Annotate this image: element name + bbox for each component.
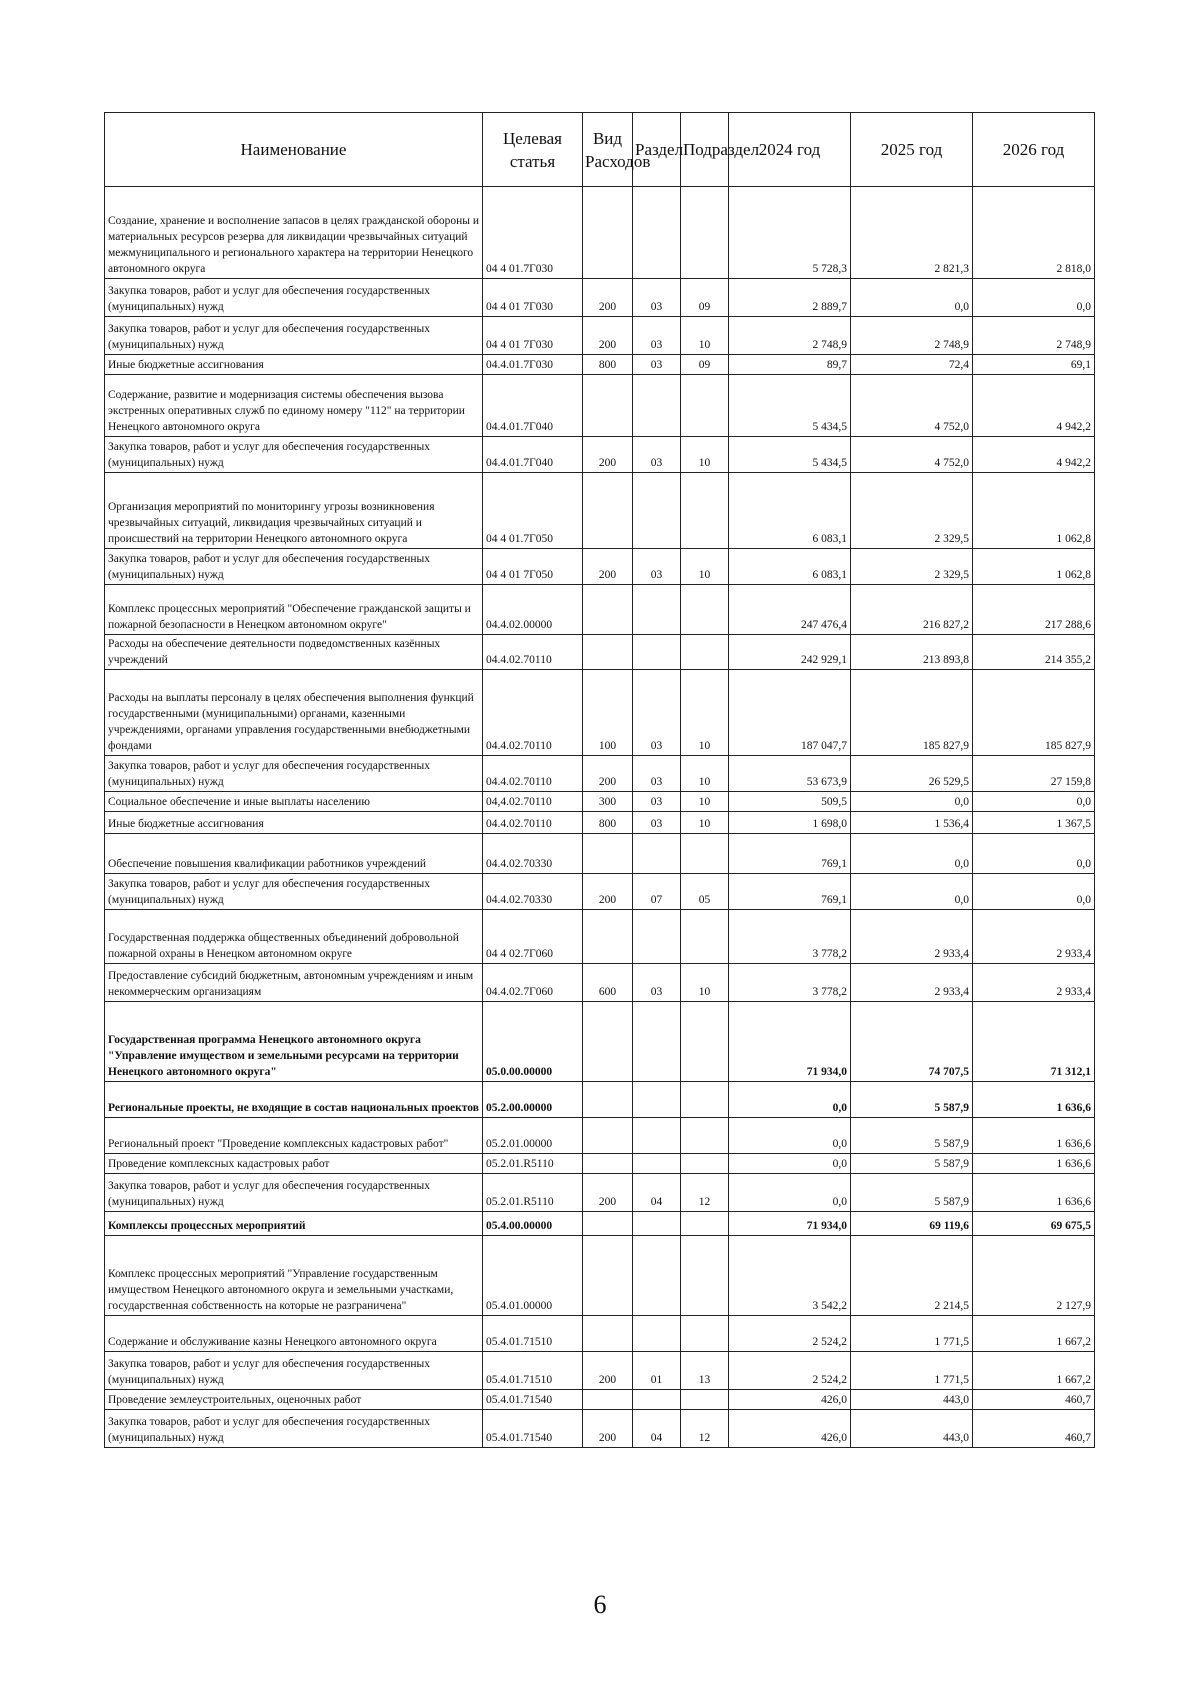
row-2024-cell: 5 728,3 [729, 187, 851, 279]
row-article-cell: 04.4.02.70330 [483, 834, 583, 874]
row-2025-cell: 443,0 [851, 1410, 973, 1448]
row-section-cell [633, 910, 681, 964]
row-article-cell: 04.4.02.70110 [483, 812, 583, 834]
row-article-cell: 05.2.01.00000 [483, 1118, 583, 1154]
row-subsection-cell [681, 1118, 729, 1154]
row-2024-cell: 247 476,4 [729, 585, 851, 635]
row-2026-cell: 1 636,6 [973, 1082, 1095, 1118]
row-type-cell [583, 473, 633, 549]
row-name-cell: Закупка товаров, работ и услуг для обеспечения государственных (муниципальных) нужд [105, 1410, 483, 1448]
row-subsection-cell: 05 [681, 874, 729, 910]
row-type-cell [583, 187, 633, 279]
row-type-cell: 800 [583, 355, 633, 375]
row-2024-cell: 3 778,2 [729, 910, 851, 964]
row-type-cell [583, 1118, 633, 1154]
row-subsection-cell [681, 1316, 729, 1352]
row-name-cell: Закупка товаров, работ и услуг для обеспечения государственных (муниципальных) нужд [105, 549, 483, 585]
row-subsection-cell: 13 [681, 1352, 729, 1390]
row-2025-cell: 2 329,5 [851, 473, 973, 549]
row-section-cell: 03 [633, 317, 681, 355]
row-2026-cell: 1 636,6 [973, 1154, 1095, 1174]
table-row [105, 375, 1095, 437]
row-article-cell: 04 4 01.7Г050 [483, 473, 583, 549]
row-type-cell [583, 585, 633, 635]
row-type-cell [583, 1212, 633, 1236]
row-2024-cell: 426,0 [729, 1410, 851, 1448]
row-subsection-cell: 09 [681, 355, 729, 375]
row-name-cell: Содержание и обслуживание казны Ненецкого автономного округа [105, 1316, 483, 1352]
row-2026-cell: 1 062,8 [973, 549, 1095, 585]
row-2026-cell: 71 312,1 [973, 1002, 1095, 1082]
table-row [105, 1002, 1095, 1082]
row-2025-cell: 4 752,0 [851, 437, 973, 473]
table-row [105, 910, 1095, 964]
row-name-cell: Закупка товаров, работ и услуг для обеспечения государственных (муниципальных) нужд [105, 437, 483, 473]
row-2025-cell: 0,0 [851, 874, 973, 910]
page-number: 6 [593, 1590, 607, 1619]
row-section-cell: 03 [633, 670, 681, 756]
row-section-cell [633, 1118, 681, 1154]
row-article-cell: 05.2.01.R5110 [483, 1174, 583, 1212]
row-article-cell: 05.4.01.71540 [483, 1410, 583, 1448]
row-subsection-cell: 10 [681, 549, 729, 585]
row-name-cell: Иные бюджетные ассигнования [105, 812, 483, 834]
row-article-cell: 05.4.01.71510 [483, 1316, 583, 1352]
row-article-cell: 05.4.01.71540 [483, 1390, 583, 1410]
row-section-cell: 03 [633, 812, 681, 834]
row-section-cell [633, 375, 681, 437]
row-2025-cell: 213 893,8 [851, 635, 973, 670]
row-section-cell [633, 473, 681, 549]
row-article-cell: 04.4.01.7Г040 [483, 437, 583, 473]
row-type-cell [583, 910, 633, 964]
table-row [105, 317, 1095, 355]
row-section-cell: 04 [633, 1410, 681, 1448]
row-2025-cell: 2 329,5 [851, 549, 973, 585]
row-2025-cell: 5 587,9 [851, 1118, 973, 1154]
row-type-cell: 200 [583, 317, 633, 355]
row-2025-cell: 5 587,9 [851, 1082, 973, 1118]
row-type-cell [583, 1390, 633, 1410]
row-section-cell: 04 [633, 1174, 681, 1212]
table-row [105, 1082, 1095, 1118]
row-article-cell: 05.0.00.00000 [483, 1002, 583, 1082]
row-type-cell [583, 1082, 633, 1118]
row-2026-cell: 2 933,4 [973, 910, 1095, 964]
row-name-cell: Обеспечение повышения квалификации работников учреждений [105, 834, 483, 874]
row-2024-cell: 0,0 [729, 1082, 851, 1118]
row-article-cell: 04.4.02.70330 [483, 874, 583, 910]
table-row [105, 1236, 1095, 1316]
row-2025-cell: 185 827,9 [851, 670, 973, 756]
row-subsection-cell: 10 [681, 792, 729, 812]
table-row [105, 670, 1095, 756]
row-subsection-cell [681, 187, 729, 279]
header-year-2024: 2024 год [729, 113, 851, 187]
row-2024-cell: 242 929,1 [729, 635, 851, 670]
row-type-cell: 200 [583, 549, 633, 585]
row-2024-cell: 0,0 [729, 1174, 851, 1212]
row-section-cell [633, 1002, 681, 1082]
row-2024-cell: 71 934,0 [729, 1002, 851, 1082]
row-name-cell: Закупка товаров, работ и услуг для обеспечения государственных (муниципальных) нужд [105, 1174, 483, 1212]
table-body [105, 187, 1095, 1448]
row-name-cell: Закупка товаров, работ и услуг для обеспечения государственных (муниципальных) нужд [105, 279, 483, 317]
row-type-cell [583, 1002, 633, 1082]
row-2025-cell: 0,0 [851, 834, 973, 874]
row-subsection-cell: 10 [681, 437, 729, 473]
row-2026-cell: 2 748,9 [973, 317, 1095, 355]
row-2026-cell: 2 933,4 [973, 964, 1095, 1002]
row-2026-cell: 1 062,8 [973, 473, 1095, 549]
table-row [105, 1352, 1095, 1390]
row-article-cell: 04.4.01.7Г030 [483, 355, 583, 375]
row-subsection-cell [681, 1082, 729, 1118]
row-subsection-cell: 10 [681, 756, 729, 792]
table-row [105, 792, 1095, 812]
row-article-cell: 04.4.02.70110 [483, 670, 583, 756]
row-name-cell: Организация мероприятий по мониторингу угрозы возникновения чрезвычайных ситуаций, ликвидация чрезвычайных ситуаций и происшествий на территории Ненецкого автономного округа [105, 473, 483, 549]
row-type-cell: 200 [583, 1410, 633, 1448]
row-section-cell: 03 [633, 964, 681, 1002]
row-type-cell [583, 375, 633, 437]
row-type-cell: 800 [583, 812, 633, 834]
header-subsection: Подраздел [681, 113, 729, 187]
row-subsection-cell: 12 [681, 1174, 729, 1212]
row-section-cell [633, 187, 681, 279]
row-2026-cell: 460,7 [973, 1410, 1095, 1448]
row-name-cell: Содержание, развитие и модернизация системы обеспечения вызова экстренных оперативных служб по единому номеру "112" на территории Ненецкого автономного округа [105, 375, 483, 437]
row-section-cell [633, 1082, 681, 1118]
table-row [105, 355, 1095, 375]
table-row [105, 1316, 1095, 1352]
row-article-cell: 04 4 02.7Г060 [483, 910, 583, 964]
row-name-cell: Проведение комплексных кадастровых работ [105, 1154, 483, 1174]
row-section-cell [633, 635, 681, 670]
row-2025-cell: 1 771,5 [851, 1316, 973, 1352]
row-2024-cell: 769,1 [729, 874, 851, 910]
row-2024-cell: 187 047,7 [729, 670, 851, 756]
row-type-cell: 600 [583, 964, 633, 1002]
row-2025-cell: 72,4 [851, 355, 973, 375]
row-2024-cell: 6 083,1 [729, 549, 851, 585]
row-2025-cell: 5 587,9 [851, 1174, 973, 1212]
row-article-cell: 05.2.01.R5110 [483, 1154, 583, 1174]
row-type-cell [583, 1154, 633, 1174]
row-2026-cell: 1 667,2 [973, 1352, 1095, 1390]
row-article-cell: 05.4.01.00000 [483, 1236, 583, 1316]
row-2026-cell: 0,0 [973, 279, 1095, 317]
table-row [105, 1390, 1095, 1410]
row-article-cell: 04.4.01.7Г040 [483, 375, 583, 437]
row-subsection-cell [681, 1154, 729, 1174]
row-type-cell: 300 [583, 792, 633, 812]
row-name-cell: Иные бюджетные ассигнования [105, 355, 483, 375]
row-2025-cell: 1 536,4 [851, 812, 973, 834]
row-2025-cell: 74 707,5 [851, 1002, 973, 1082]
row-name-cell: Закупка товаров, работ и услуг для обеспечения государственных (муниципальных) нужд [105, 874, 483, 910]
row-2026-cell: 27 159,8 [973, 756, 1095, 792]
table-row [105, 964, 1095, 1002]
row-2026-cell: 1 636,6 [973, 1174, 1095, 1212]
row-subsection-cell [681, 1390, 729, 1410]
row-2025-cell: 2 933,4 [851, 910, 973, 964]
row-2024-cell: 71 934,0 [729, 1212, 851, 1236]
row-type-cell: 200 [583, 279, 633, 317]
row-section-cell [633, 1316, 681, 1352]
row-2026-cell: 69 675,5 [973, 1212, 1095, 1236]
row-name-cell: Расходы на обеспечение деятельности подведомственных казённых учреждений [105, 635, 483, 670]
row-section-cell [633, 1390, 681, 1410]
row-2025-cell: 2 214,5 [851, 1236, 973, 1316]
header-article: Целевая статья [483, 113, 583, 187]
row-type-cell: 200 [583, 1352, 633, 1390]
row-2024-cell: 5 434,5 [729, 375, 851, 437]
table-row [105, 437, 1095, 473]
row-name-cell: Региональные проекты, не входящие в состав национальных проектов [105, 1082, 483, 1118]
row-2026-cell: 2 818,0 [973, 187, 1095, 279]
table-row [105, 1212, 1095, 1236]
row-type-cell: 200 [583, 874, 633, 910]
row-article-cell: 04 4 01 7Г030 [483, 279, 583, 317]
row-subsection-cell: 10 [681, 317, 729, 355]
row-type-cell [583, 834, 633, 874]
row-article-cell: 04 4 01 7Г050 [483, 549, 583, 585]
row-section-cell: 03 [633, 437, 681, 473]
row-2024-cell: 2 748,9 [729, 317, 851, 355]
header-name: Наименование [105, 113, 483, 187]
table-row [105, 1154, 1095, 1174]
row-2026-cell: 0,0 [973, 792, 1095, 812]
row-2024-cell: 2 524,2 [729, 1352, 851, 1390]
row-2024-cell: 53 673,9 [729, 756, 851, 792]
row-subsection-cell [681, 1236, 729, 1316]
row-2026-cell: 1 667,2 [973, 1316, 1095, 1352]
row-name-cell: Создание, хранение и восполнение запасов в целях гражданской обороны и материальных ресурсов резерва для ликвидации чрезвычайных ситуаций межмуниципального и регионального характера на территории Ненецкого автономного округа [105, 187, 483, 279]
row-2025-cell: 5 587,9 [851, 1154, 973, 1174]
row-name-cell: Проведение землеустроительных, оценочных работ [105, 1390, 483, 1410]
table-row [105, 834, 1095, 874]
row-article-cell: 04.4.02.70110 [483, 635, 583, 670]
row-name-cell: Комплексы процессных мероприятий [105, 1212, 483, 1236]
table-row [105, 549, 1095, 585]
row-name-cell: Региональный проект "Проведение комплексных кадастровых работ" [105, 1118, 483, 1154]
table-row [105, 585, 1095, 635]
row-article-cell: 05.2.00.00000 [483, 1082, 583, 1118]
row-section-cell: 01 [633, 1352, 681, 1390]
row-name-cell: Государственная поддержка общественных объединений добровольной пожарной охраны в Ненецком автономном округе [105, 910, 483, 964]
table-row [105, 1410, 1095, 1448]
row-2024-cell: 5 434,5 [729, 437, 851, 473]
header-year-2025: 2025 год [851, 113, 973, 187]
row-2024-cell: 3 542,2 [729, 1236, 851, 1316]
row-subsection-cell: 10 [681, 812, 729, 834]
row-section-cell [633, 1236, 681, 1316]
row-type-cell [583, 1236, 633, 1316]
row-subsection-cell [681, 1002, 729, 1082]
row-2026-cell: 217 288,6 [973, 585, 1095, 635]
row-2026-cell: 185 827,9 [973, 670, 1095, 756]
table-row [105, 756, 1095, 792]
row-2026-cell: 214 355,2 [973, 635, 1095, 670]
row-section-cell: 03 [633, 549, 681, 585]
row-subsection-cell [681, 585, 729, 635]
row-section-cell: 03 [633, 792, 681, 812]
row-article-cell: 04 4 01.7Г030 [483, 187, 583, 279]
row-2024-cell: 509,5 [729, 792, 851, 812]
row-name-cell: Закупка товаров, работ и услуг для обеспечения государственных (муниципальных) нужд [105, 756, 483, 792]
row-subsection-cell [681, 473, 729, 549]
row-2024-cell: 0,0 [729, 1118, 851, 1154]
row-name-cell: Закупка товаров, работ и услуг для обеспечения государственных (муниципальных) нужд [105, 1352, 483, 1390]
table-row [105, 874, 1095, 910]
row-subsection-cell [681, 834, 729, 874]
row-name-cell: Закупка товаров, работ и услуг для обеспечения государственных (муниципальных) нужд [105, 317, 483, 355]
row-2024-cell: 0,0 [729, 1154, 851, 1174]
row-2024-cell: 89,7 [729, 355, 851, 375]
row-name-cell: Комплекс процессных мероприятий "Обеспечение гражданской защиты и пожарной безопасности в Ненецком автономном округе" [105, 585, 483, 635]
row-section-cell: 03 [633, 756, 681, 792]
row-article-cell: 05.4.00.00000 [483, 1212, 583, 1236]
row-2024-cell: 2 524,2 [729, 1316, 851, 1352]
row-2024-cell: 3 778,2 [729, 964, 851, 1002]
row-2025-cell: 1 771,5 [851, 1352, 973, 1390]
row-subsection-cell: 10 [681, 964, 729, 1002]
row-name-cell: Предоставление субсидий бюджетным, автономным учреждениям и иным некоммерческим организациям [105, 964, 483, 1002]
row-section-cell: 07 [633, 874, 681, 910]
row-2025-cell: 2 821,3 [851, 187, 973, 279]
row-2026-cell: 460,7 [973, 1390, 1095, 1410]
row-2024-cell: 769,1 [729, 834, 851, 874]
row-article-cell: 04.4.02.70110 [483, 756, 583, 792]
row-subsection-cell [681, 375, 729, 437]
row-section-cell [633, 1154, 681, 1174]
header-year-2026: 2026 год [973, 113, 1095, 187]
row-section-cell [633, 834, 681, 874]
header-type: Вид Расходов [583, 113, 633, 187]
row-type-cell [583, 635, 633, 670]
table-header-row [105, 113, 1095, 187]
row-subsection-cell [681, 635, 729, 670]
row-article-cell: 04.4.02.00000 [483, 585, 583, 635]
table-row [105, 473, 1095, 549]
row-section-cell [633, 585, 681, 635]
row-name-cell: Государственная программа Ненецкого автономного округа "Управление имуществом и земельными ресурсами на территории Ненецкого автономного округа" [105, 1002, 483, 1082]
row-2024-cell: 1 698,0 [729, 812, 851, 834]
row-2026-cell: 0,0 [973, 834, 1095, 874]
row-2025-cell: 26 529,5 [851, 756, 973, 792]
row-article-cell: 05.4.01.71510 [483, 1352, 583, 1390]
row-2025-cell: 0,0 [851, 279, 973, 317]
row-name-cell: Комплекс процессных мероприятий "Управление государственным имуществом Ненецкого автономного округа и земельными участками, государственная собственность на которые не разграничена" [105, 1236, 483, 1316]
table-row [105, 1118, 1095, 1154]
budget-table [104, 112, 1095, 1448]
row-section-cell: 03 [633, 279, 681, 317]
row-subsection-cell [681, 910, 729, 964]
row-section-cell: 03 [633, 355, 681, 375]
row-2026-cell: 69,1 [973, 355, 1095, 375]
row-type-cell: 200 [583, 437, 633, 473]
row-2025-cell: 443,0 [851, 1390, 973, 1410]
table-row [105, 635, 1095, 670]
row-2025-cell: 216 827,2 [851, 585, 973, 635]
row-2026-cell: 1 367,5 [973, 812, 1095, 834]
row-2026-cell: 4 942,2 [973, 375, 1095, 437]
row-2026-cell: 2 127,9 [973, 1236, 1095, 1316]
row-2026-cell: 4 942,2 [973, 437, 1095, 473]
row-2025-cell: 69 119,6 [851, 1212, 973, 1236]
row-2025-cell: 0,0 [851, 792, 973, 812]
row-section-cell [633, 1212, 681, 1236]
row-2024-cell: 2 889,7 [729, 279, 851, 317]
table-row [105, 187, 1095, 279]
row-2025-cell: 2 748,9 [851, 317, 973, 355]
row-name-cell: Расходы на выплаты персоналу в целях обеспечения выполнения функций государственными (муниципальными) органами, казенными учреждениями, органами управления государственными внебюджетными фондами [105, 670, 483, 756]
row-2025-cell: 2 933,4 [851, 964, 973, 1002]
row-type-cell: 200 [583, 1174, 633, 1212]
row-article-cell: 04,4.02.70110 [483, 792, 583, 812]
row-article-cell: 04 4 01 7Г030 [483, 317, 583, 355]
row-2024-cell: 426,0 [729, 1390, 851, 1410]
row-subsection-cell: 10 [681, 670, 729, 756]
row-article-cell: 04.4.02.7Г060 [483, 964, 583, 1002]
row-2025-cell: 4 752,0 [851, 375, 973, 437]
row-2024-cell: 6 083,1 [729, 473, 851, 549]
row-subsection-cell: 09 [681, 279, 729, 317]
table-row [105, 279, 1095, 317]
row-type-cell [583, 1316, 633, 1352]
row-type-cell: 100 [583, 670, 633, 756]
header-section: Раздел [633, 113, 681, 187]
row-subsection-cell: 12 [681, 1410, 729, 1448]
row-type-cell: 200 [583, 756, 633, 792]
row-2026-cell: 0,0 [973, 874, 1095, 910]
row-name-cell: Социальное обеспечение и иные выплаты населению [105, 792, 483, 812]
row-2026-cell: 1 636,6 [973, 1118, 1095, 1154]
row-subsection-cell [681, 1212, 729, 1236]
table-row [105, 1174, 1095, 1212]
table-row [105, 812, 1095, 834]
